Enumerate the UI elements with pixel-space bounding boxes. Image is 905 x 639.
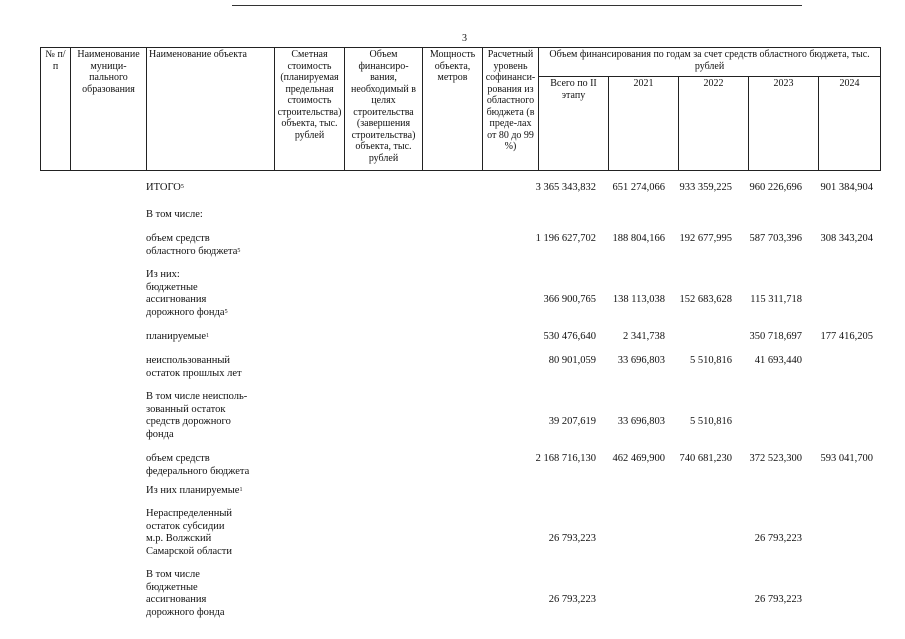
footnote-marker: 1 xyxy=(206,333,210,339)
row-label-line: Из них планируемые xyxy=(146,485,240,496)
row-label xyxy=(146,453,249,478)
row-value: 530 476,640 xyxy=(543,331,596,342)
row-value: 1 196 627,702 xyxy=(535,233,596,244)
row-value: 26 793,223 xyxy=(548,594,596,606)
row-value: 651 274,066 xyxy=(612,182,665,193)
row-label-line: Из них: xyxy=(146,269,180,280)
header-year-2024: 2024 xyxy=(819,77,881,171)
row-value: 39 207,619 xyxy=(548,416,596,428)
row-label-line: зованный остаток xyxy=(146,403,226,415)
row-label-line: планируемые xyxy=(146,331,207,342)
footnote-marker: 5 xyxy=(224,308,228,315)
header-year-total: Всего по II этапу xyxy=(539,77,609,171)
row-value: 80 901,059 xyxy=(548,355,596,366)
row-label-line: остаток субсидии xyxy=(146,520,225,532)
row-value: 593 041,700 xyxy=(820,453,873,464)
header-year-2021: 2021 xyxy=(609,77,679,171)
row-value: 33 696,803 xyxy=(617,355,665,366)
row-value: 2 168 716,130 xyxy=(535,453,596,464)
row-label-line: ИТОГО xyxy=(146,182,181,193)
row-value: 587 703,396 xyxy=(749,233,802,244)
header-year-2022: 2022 xyxy=(679,77,749,171)
row-value: 740 681,230 xyxy=(679,453,732,464)
row-value: 188 804,166 xyxy=(612,233,665,244)
header-capacity: Мощность объекта, метров xyxy=(423,48,483,171)
row-value: 5 510,816 xyxy=(690,355,732,366)
header-estimated-cost: Сметная стоимость (планируемая предельная стоимость строительства) объекта, тыс. рублей xyxy=(275,48,345,171)
row-value: 26 793,223 xyxy=(754,594,802,606)
row-label-line: В том числе неисполь- xyxy=(146,391,248,402)
row-label-line: областного бюджета xyxy=(146,245,238,257)
top-rule xyxy=(232,5,802,6)
row-label-line: Самарской области xyxy=(146,545,232,557)
row-label xyxy=(146,391,247,441)
row-label-line: дорожного фонда xyxy=(146,306,225,318)
page-number: 3 xyxy=(462,33,467,44)
header-cofinancing: Расчетный уровень софинанси-рования из областного бюджета (в преде-лах от 80 до 99 %) xyxy=(483,48,539,171)
row-value: 26 793,223 xyxy=(548,533,596,545)
row-value: 960 226,696 xyxy=(749,182,802,193)
row-label xyxy=(146,485,242,498)
row-label-line: В том числе xyxy=(146,569,200,580)
footnote-marker: 5 xyxy=(237,247,241,254)
row-value: 462 469,900 xyxy=(612,453,665,464)
row-value: 33 696,803 xyxy=(617,416,665,428)
row-value: 41 693,440 xyxy=(754,355,802,366)
row-label xyxy=(146,508,232,558)
row-value: 192 677,995 xyxy=(679,233,732,244)
row-label-line: фонда xyxy=(146,428,174,440)
row-value: 350 718,697 xyxy=(749,331,802,342)
row-value: 152 683,628 xyxy=(679,294,732,306)
header-municipality: Наименование муници-пального образования xyxy=(71,48,147,171)
row-label-line: средств дорожного xyxy=(146,416,231,428)
row-value: 3 365 343,832 xyxy=(535,182,596,193)
row-value: 366 900,765 xyxy=(543,294,596,306)
footnote-marker: 5 xyxy=(180,184,184,190)
row-label xyxy=(146,331,209,344)
table-header xyxy=(40,47,881,171)
row-label-line: объем средств xyxy=(146,453,210,464)
row-value: 2 341,738 xyxy=(623,331,665,342)
row-label-line: неиспользованный xyxy=(146,355,231,366)
row-label-line: федерального бюджета xyxy=(146,465,250,477)
row-value: 26 793,223 xyxy=(754,533,802,545)
row-label-line: бюджетные xyxy=(146,281,198,293)
row-value: 5 510,816 xyxy=(690,416,732,428)
row-label xyxy=(146,569,225,619)
row-label xyxy=(146,233,240,258)
header-financing-volume: Объем финансиро-вания, необходимый в целях строительства (завершения строительства) объекта, тыс. рублей xyxy=(345,48,423,171)
row-value: 308 343,204 xyxy=(820,233,873,244)
row-label xyxy=(146,355,242,380)
row-label xyxy=(146,269,228,319)
row-value: 933 359,225 xyxy=(679,182,732,193)
footnote-marker: 1 xyxy=(239,487,243,493)
row-label-line: дорожного фонда xyxy=(146,606,225,618)
row-label-line: остаток прошлых лет xyxy=(146,367,242,379)
header-year-2023: 2023 xyxy=(749,77,819,171)
row-label-line: ассигнования xyxy=(146,294,207,306)
row-value: 901 384,904 xyxy=(820,182,873,193)
row-label-line: м.р. Волжский xyxy=(146,533,212,545)
row-label-line: В том числе: xyxy=(146,209,203,220)
row-value: 138 113,038 xyxy=(612,294,665,306)
row-label-line: бюджетные xyxy=(146,581,198,593)
header-group-title: Объем финансирования по годам за счет средств областного бюджета, тыс. рублей xyxy=(539,48,881,77)
row-label-line: Нераспределенный xyxy=(146,508,233,519)
row-label xyxy=(146,182,184,195)
row-label-line: объем средств xyxy=(146,233,210,244)
row-value: 177 416,205 xyxy=(820,331,873,342)
row-label xyxy=(146,209,203,222)
header-object: Наименование объекта xyxy=(147,48,275,171)
header-num: № п/п xyxy=(41,48,71,171)
row-value: 372 523,300 xyxy=(749,453,802,464)
row-label-line: ассигнования xyxy=(146,594,207,606)
row-value: 115 311,718 xyxy=(750,294,802,306)
